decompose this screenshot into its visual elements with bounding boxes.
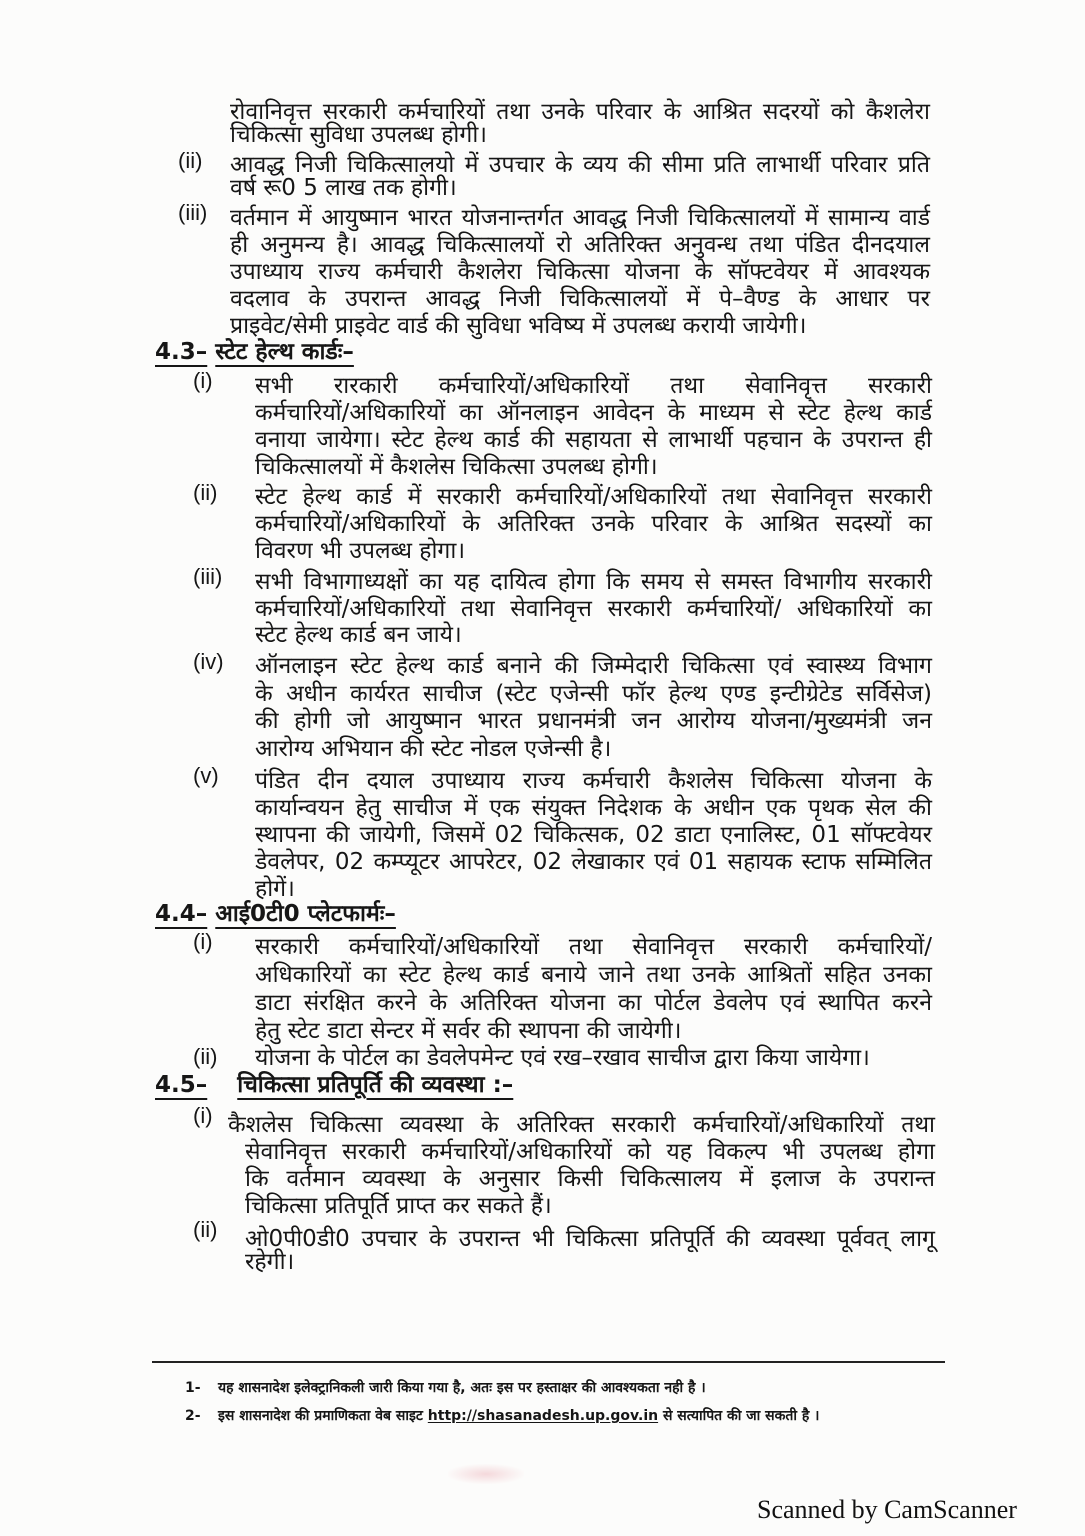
text-line: स्टेट हेल्थ कार्ड में सरकारी कर्मचारियों/अधिकारियों तथा सेवानिवृत्त सरकारी bbox=[255, 484, 932, 510]
text-line: स्थापना की जायेगी, जिसमें 02 चिकित्सक, 02 डाटा एनालिस्ट, 01 सॉफ्टवेयर bbox=[255, 822, 932, 848]
list-item bbox=[255, 768, 932, 903]
list-item bbox=[245, 1228, 935, 1274]
section-title: चिकित्सा प्रतिपूर्ति की व्यवस्था :– bbox=[237, 1072, 514, 1098]
section-number: 4.5– bbox=[155, 1072, 208, 1098]
footnote-divider bbox=[152, 1361, 945, 1363]
item-number: (i) bbox=[193, 1103, 213, 1128]
list-item bbox=[255, 569, 932, 649]
section-title: स्टेट हेल्थ कार्डः– bbox=[215, 339, 354, 365]
text-line: सरकारी कर्मचारियों/अधिकारियों तथा सेवानिवृत्त सरकारी कर्मचारियों/ bbox=[255, 934, 932, 960]
text-line: के अधीन कार्यरत साचीज (स्टेट एजेन्सी फॉर हेल्थ एण्ड इन्टीग्रेटेड सर्विसेज) bbox=[255, 680, 932, 707]
text-line: की होगी जो आयुष्मान भारत प्रधानमंत्री जन आरोग्य योजना/मुख्यमंत्री जन bbox=[255, 708, 932, 734]
list-item bbox=[230, 205, 930, 340]
list-item bbox=[255, 484, 932, 565]
list-item bbox=[230, 154, 930, 200]
scanner-watermark: Scanned by CamScanner bbox=[757, 1495, 1017, 1524]
footnote-text-after: से सत्यापित की जा सकती है । bbox=[662, 1408, 820, 1424]
item-number: (iii) bbox=[178, 200, 208, 225]
text-line: ऑनलाइन स्टेट हेल्थ कार्ड बनाने की जिम्मेदारी चिकित्सा एवं स्वास्थ्य विभाग bbox=[255, 653, 932, 679]
text-line: आरोग्य अभियान की स्टेट नोडल एजेन्सी है। bbox=[255, 735, 612, 762]
text-line: वर्तमान में आयुष्मान भारत योजनान्तर्गत आवद्ध निजी चिकित्सालयों में सामान्य वार्ड bbox=[230, 205, 930, 231]
text-line: वनाया जायेगा। स्टेट हेल्थ कार्ड की सहायता से लाभार्थी पहचान के उपरान्त ही bbox=[255, 427, 932, 453]
item-number: (iv) bbox=[193, 649, 224, 674]
item-number: (iii) bbox=[193, 564, 223, 589]
text-line: चिकित्सा प्रतिपूर्ति प्राप्त कर सकते हैं। bbox=[245, 1193, 552, 1219]
website-url: http://shasanadesh.up.gov.in bbox=[427, 1408, 659, 1424]
text-line: डेवलेपर, 02 कम्प्यूटर आपरेटर, 02 लेखाकार एवं 01 सहायक स्टाफ सम्मिलित bbox=[255, 849, 932, 875]
text-line: उपाध्याय राज्य कर्मचारी कैशलेरा चिकित्सा योजना के सॉफ्टवेयर में आवश्यक bbox=[230, 259, 930, 285]
text-line: कैशलेस चिकित्सा व्यवस्था के अतिरिक्त सरकारी कर्मचारियों/अधिकारियों तथा bbox=[228, 1112, 935, 1138]
footnote-text-before: इस शासनादेश की प्रमाणिकता वेब साइट bbox=[218, 1408, 423, 1424]
text-line: वर्ष रू0 5 लाख तक होगी। bbox=[230, 175, 457, 201]
list-item bbox=[255, 653, 932, 763]
list-item bbox=[255, 1045, 932, 1071]
text-line: अधिकारियों का स्टेट हेल्थ कार्ड बनाये जाने तथा उनके आश्रितों सहित उनका bbox=[255, 962, 932, 988]
section-number: 4.3– bbox=[155, 339, 208, 365]
text-line: कर्मचारियों/अधिकारियों के अतिरिक्त उनके परिवार के आश्रित सदस्यों का bbox=[255, 511, 932, 537]
text-line: हेतु स्टेट डाटा सेन्टर में सर्वर की स्थापना की जायेगी। bbox=[255, 1018, 682, 1044]
text-line: ओ0पी0डी0 उपचार के उपरान्त भी चिकित्सा प्रतिपूर्ति की व्यवस्था पूर्ववत् लागू bbox=[245, 1226, 935, 1252]
footnote-number: 1- bbox=[185, 1380, 201, 1396]
text-line: ही अनुमन्य है। आवद्ध चिकित्सालयों रो अतिरिक्त अनुवन्ध तथा पंडित दीनदयाल bbox=[230, 232, 930, 258]
list-item bbox=[255, 933, 932, 1045]
text-line: होगें। bbox=[255, 876, 295, 902]
text-line: सभी विभागाध्यक्षों का यह दायित्व होगा कि समय से समस्त विभागीय सरकारी bbox=[255, 569, 932, 595]
item-number: (ii) bbox=[193, 480, 218, 505]
text-line: आवद्ध निजी चिकित्सालयो में उपचार के व्यय की सीमा प्रति लाभार्थी परिवार प्रति bbox=[230, 152, 930, 178]
item-number: (ii) bbox=[178, 148, 203, 173]
text-line: चिकित्सालयों में कैशलेस चिकित्सा उपलब्ध होगी। bbox=[255, 454, 658, 480]
section-title: आई0टी0 प्लेटफार्मः– bbox=[215, 901, 396, 927]
section-heading bbox=[155, 1072, 513, 1098]
item-number: (ii) bbox=[193, 1044, 218, 1069]
item-number: (ii) bbox=[193, 1217, 218, 1242]
item-number: (i) bbox=[193, 368, 213, 393]
text-line: सेवानिवृत्त सरकारी कर्मचारियों/अधिकारियों को यह विकल्प भी उपलब्ध होगा bbox=[245, 1139, 935, 1165]
text-line: प्राइवेट/सेमी प्राइवेट वार्ड की सुविधा भविष्य में उपलब्ध करायी जायेगी। bbox=[230, 313, 807, 339]
text-line: पंडित दीन दयाल उपाध्याय राज्य कर्मचारी कैशलेस चिकित्सा योजना के bbox=[255, 768, 932, 794]
text-line: चिकित्सा सुविधा उपलब्ध होगी। bbox=[230, 122, 488, 148]
text-line: रोवानिवृत्त सरकारी कर्मचारियों तथा उनके परिवार के आश्रित सदरयों को कैशलेरा bbox=[230, 99, 930, 125]
text-line: कर्मचारियों/अधिकारियों का ऑनलाइन आवेदन के माध्यम से स्टेट हेल्थ कार्ड bbox=[255, 400, 932, 426]
text-line: वदलाव के उपरान्त आवद्ध निजी चिकित्सालयों में पे–वैण्ड के आधार पर bbox=[230, 286, 930, 312]
text-line: योजना के पोर्टल का डेवलेपमेन्ट एवं रख–रखाव साचीज द्वारा किया जायेगा। bbox=[255, 1045, 870, 1071]
text-line: कि वर्तमान व्यवस्था के अनुसार किसी चिकित्सालय में इलाज के उपरान्त bbox=[245, 1166, 935, 1192]
footnote-number: 2- bbox=[185, 1408, 201, 1424]
list-item bbox=[228, 1112, 935, 1220]
text-line: विवरण भी उपलब्ध होगा। bbox=[255, 538, 466, 564]
item-number: (v) bbox=[193, 763, 219, 788]
text-line: डाटा संरक्षित करने के अतिरिक्त योजना का पोर्टल डेवलेप एवं स्थापित करने bbox=[255, 990, 932, 1016]
footnote-text bbox=[218, 1406, 819, 1426]
section-heading bbox=[155, 901, 396, 927]
text-line: स्टेट हेल्थ कार्ड बन जाये। bbox=[255, 622, 462, 648]
text-line: रहेगी। bbox=[245, 1249, 295, 1275]
text-line: सभी रारकारी कर्मचारियों/अधिकारियों तथा सेवानिवृत्त सरकारी bbox=[255, 373, 932, 399]
section-heading bbox=[155, 339, 354, 365]
section-number: 4.4– bbox=[155, 901, 208, 927]
scan-smudge bbox=[448, 1464, 524, 1484]
text-line: कार्यान्वयन हेतु साचीज में एक संयुक्त निदेशक के अधीन एक पृथक सेल की bbox=[255, 795, 932, 821]
item-number: (i) bbox=[193, 929, 213, 954]
list-item bbox=[255, 373, 932, 481]
text-line: कर्मचारियों/अधिकारियों तथा सेवानिवृत्त सरकारी कर्मचारियों/ अधिकारियों का bbox=[255, 595, 932, 622]
continuation-paragraph bbox=[230, 101, 930, 147]
footnote-text: यह शासनादेश इलेक्ट्रानिकली जारी किया गया है, अतः इस पर हस्ताक्षर की आवश्यकता नही है । bbox=[218, 1380, 706, 1396]
